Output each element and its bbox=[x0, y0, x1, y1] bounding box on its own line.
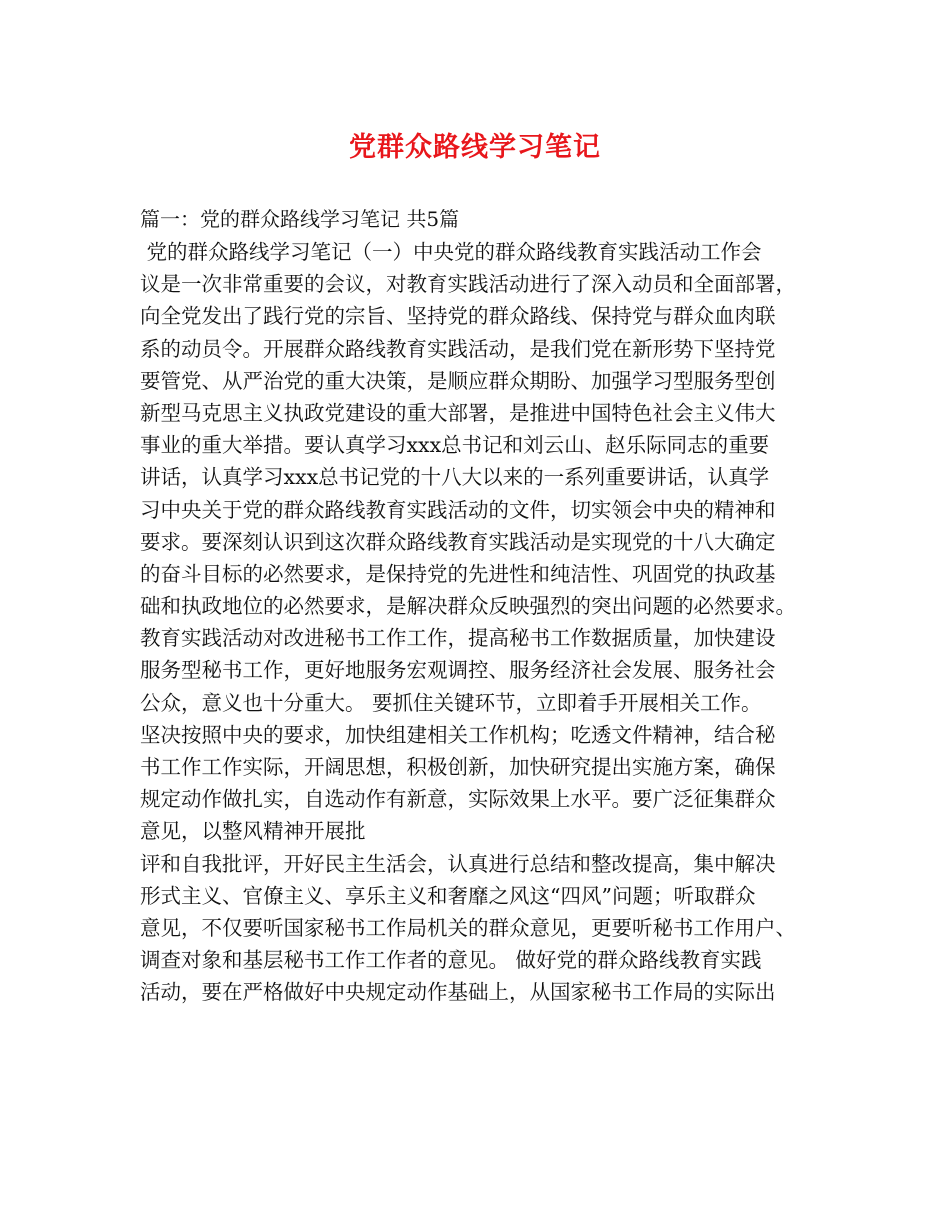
body-line: 公众，意义也十分重大。 要抓住关键环节，立即着手开展相关工作。 bbox=[140, 690, 762, 715]
body-line: 党的群众路线学习笔记（一）中央党的群众路线教育实践活动工作会 bbox=[140, 240, 762, 264]
document-title: 党群众路线学习笔记 bbox=[349, 132, 601, 163]
body-line: 活动，要在严格做好中央规定动作基础上，从国家秘书工作局的实际出 bbox=[140, 980, 776, 1005]
body-line: 评和自我批评，开好民主生活会，认真进行总结和整改提高，集中解决 bbox=[140, 851, 776, 876]
body-line: 系的动员令。开展群众路线教育实践活动，是我们党在新形势下坚持党 bbox=[140, 336, 776, 361]
body-line: 要管党、从严治党的重大决策，是顺应群众期盼、加强学习型服务型创 bbox=[140, 368, 776, 393]
body-line: 教育实践活动对改进秘书工作工作，提高秘书工作数据质量，加快建设 bbox=[140, 626, 776, 651]
body-line: 调查对象和基层秘书工作工作者的意见。 做好党的群众路线教育实践 bbox=[140, 948, 762, 973]
body-line: 习中央关于党的群众路线教育实践活动的文件，切实领会中央的精神和 bbox=[140, 497, 776, 522]
body-line: 坚决按照中央的要求，加快组建相关工作机构；吃透文件精神，结合秘 bbox=[140, 722, 776, 747]
body-line: 新型马克思主义执政党建设的重大部署，是推进中国特色社会主义伟大 bbox=[140, 400, 776, 425]
body-line: 书工作工作实际，开阔思想，积极创新，加快研究提出实施方案，确保 bbox=[140, 755, 776, 779]
body-paragraph bbox=[140, 236, 830, 1009]
body-line: 议是一次非常重要的会议，对教育实践活动进行了深入动员和全面部署， bbox=[140, 272, 796, 297]
body-line: 事业的重大举措。要认真学习xxx总书记和刘云山、赵乐际同志的重要 bbox=[140, 433, 770, 458]
body-line: 向全党发出了践行党的宗旨、坚持党的群众路线、保持党与群众血肉联 bbox=[140, 304, 776, 329]
body-line: 意见，不仅要听国家秘书工作局机关的群众意见，更要听秘书工作用户、 bbox=[140, 915, 796, 940]
body-line: 讲话，认真学习xxx总书记党的十八大以来的一系列重要讲话，认真学 bbox=[140, 465, 770, 490]
body-line: 形式主义、官僚主义、享乐主义和奢靡之风这“四风”问题；听取群众 bbox=[140, 883, 756, 908]
body-line: 要求。要深刻认识到这次群众路线教育实践活动是实现党的十八大确定 bbox=[140, 529, 776, 554]
body-line: 础和执政地位的必然要求，是解决群众反映强烈的突出问题的必然要求。 bbox=[140, 594, 796, 619]
section-heading: 篇一：党的群众路线学习笔记 共5篇 bbox=[140, 207, 460, 231]
body-line: 规定动作做扎实，自选动作有新意，实际效果上水平。要广泛征集群众 bbox=[140, 787, 776, 812]
body-line: 的奋斗目标的必然要求，是保持党的先进性和纯洁性、巩固党的执政基 bbox=[140, 561, 776, 586]
body-line: 服务型秘书工作，更好地服务宏观调控、服务经济社会发展、服务社会 bbox=[140, 658, 776, 683]
body-line: 意见，以整风精神开展批 bbox=[140, 819, 366, 844]
